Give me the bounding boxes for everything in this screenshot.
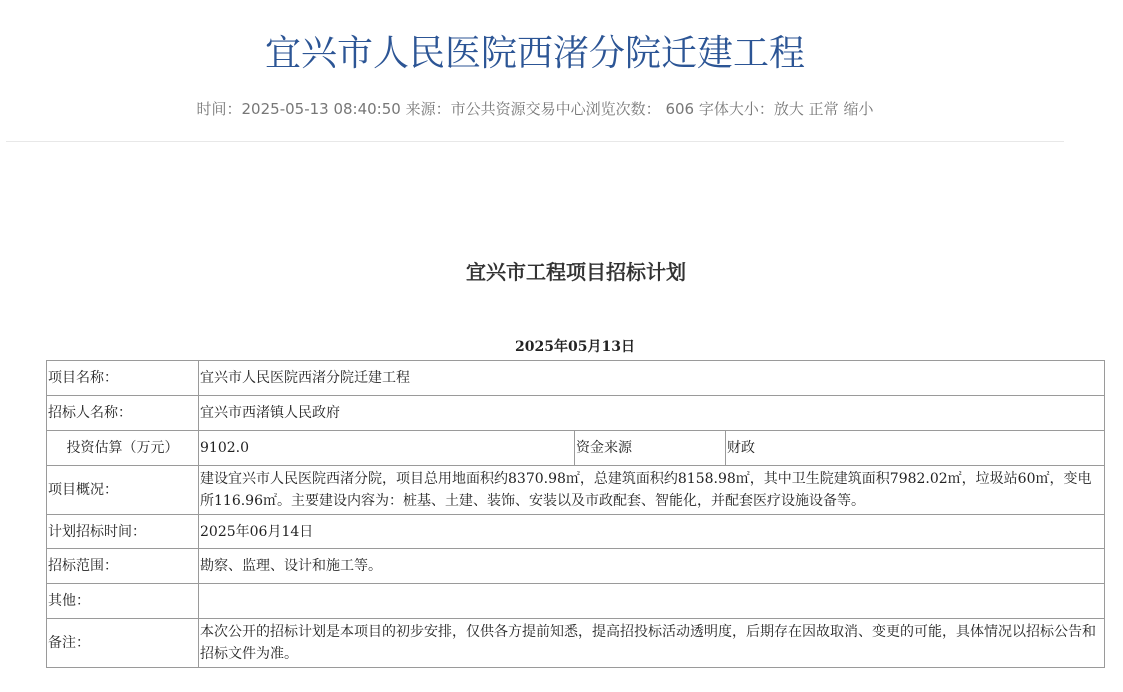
other-value: [199, 584, 1105, 619]
source-value: 市公共资源交易中心: [450, 100, 586, 118]
scope-value: 勘察、监理、设计和施工等。: [199, 549, 1105, 584]
document-date: 2025年05月13日: [515, 339, 635, 355]
tenderer-label: 招标人名称：: [47, 396, 199, 431]
document-title: 宜兴市工程项目招标计划: [466, 260, 686, 284]
table-row: [47, 549, 1105, 584]
investment-label: 投资估算（万元）: [47, 431, 199, 466]
overview-value: 建设宜兴市人民医院西渚分院，项目总用地面积约8370.98㎡，总建筑面积约8158.98㎡，其中卫生院建筑面积7982.02㎡，垃圾站60㎡，变电所116.96㎡。主要建设内容为：桩基、土建、装饰、安装以及市政配套、智能化，并配套医疗设施设备等。: [199, 466, 1105, 515]
remarks-value: 本次公开的招标计划是本项目的初步安排，仅供各方提前知悉，提高招投标活动透明度，后期存在因故取消、变更的可能，具体情况以招标公告和招标文件为准。: [199, 619, 1105, 668]
remarks-label: 备注：: [47, 619, 199, 668]
table-row: [47, 584, 1105, 619]
fund-source-value: 财政: [726, 431, 1105, 466]
table-row: [47, 361, 1105, 396]
fund-source-label: 资金来源: [575, 431, 726, 466]
investment-value: 9102.0: [199, 431, 575, 466]
views-label: 浏览次数：: [585, 100, 661, 118]
table-row: [47, 431, 1105, 466]
other-label: 其他：: [47, 584, 199, 619]
table-row: [47, 515, 1105, 549]
source-label: 来源：: [405, 100, 451, 118]
table-row: [47, 466, 1105, 515]
tender-plan-table: [46, 360, 1105, 668]
planned-time-value: 2025年06月14日: [199, 515, 1105, 549]
scope-label: 招标范围：: [47, 549, 199, 584]
header-divider: [6, 141, 1064, 142]
project-name-label: 项目名称：: [47, 361, 199, 396]
tenderer-value: 宜兴市西渚镇人民政府: [199, 396, 1105, 431]
publish-time: 2025-05-13 08:40:50: [241, 100, 401, 118]
font-size-label: 字体大小：: [698, 100, 774, 118]
time-label: 时间：: [196, 100, 242, 118]
font-normal-button[interactable]: 正常: [808, 100, 839, 118]
article-meta: [0, 99, 1070, 119]
project-name-value: 宜兴市人民医院西渚分院迁建工程: [199, 361, 1105, 396]
font-small-button[interactable]: 缩小: [843, 100, 874, 118]
table-row: [47, 619, 1105, 668]
page-title: 宜兴市人民医院西渚分院迁建工程: [264, 33, 805, 74]
view-count: 606: [665, 100, 695, 118]
planned-time-label: 计划招标时间：: [47, 515, 199, 549]
font-large-button[interactable]: 放大: [773, 100, 804, 118]
overview-label: 项目概况：: [47, 466, 199, 515]
table-row: [47, 396, 1105, 431]
